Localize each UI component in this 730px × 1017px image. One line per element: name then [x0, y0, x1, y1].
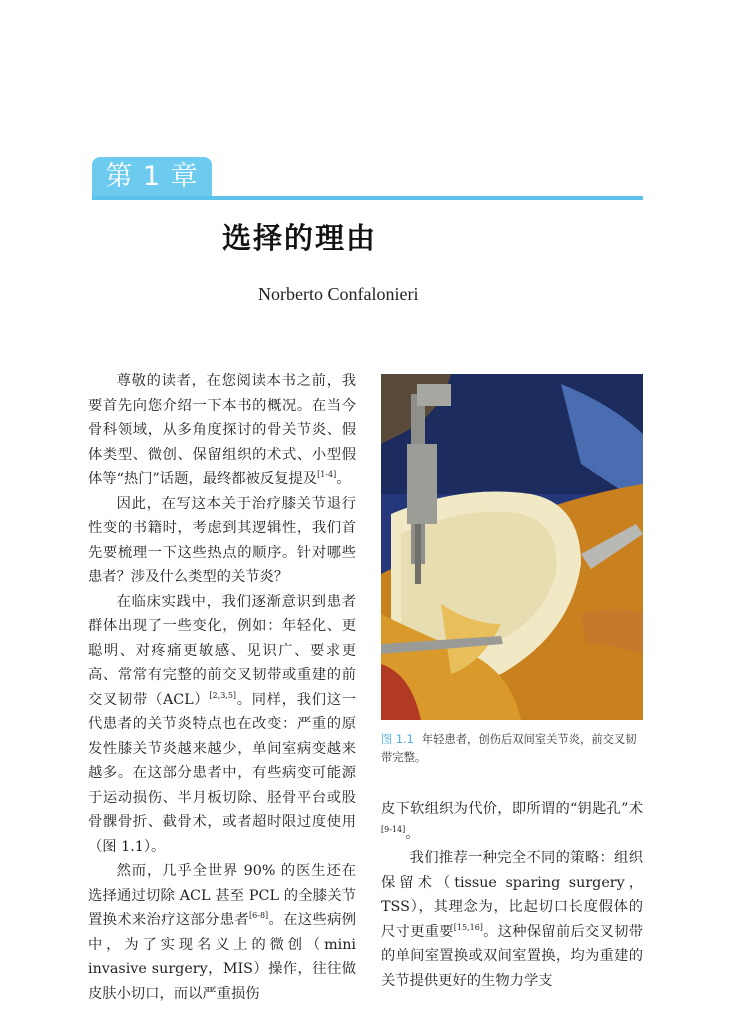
page-title: 选择的理由 — [222, 221, 378, 255]
right-text-column — [381, 797, 643, 993]
author-name: Norberto Confalonieri — [258, 284, 419, 304]
citation: [1-4] — [317, 470, 337, 480]
paragraph: 在临床实践中，我们逐渐意识到患者群体出现了一些变化，例如：年轻化、更聪明、对疼痛更敏感、见识广、要求更高、常常有完整的前交叉韧带或重建的前交叉韧带（ACL）[2,3,5]。同样，我们这一代患者的关节炎特点也在改变：严重的原发性膝关节炎越来越少，单间室病变越来越多。在这部分患者中，有些病变可能源于运动损伤、半月板切除、胫骨平台或股骨髁骨折、截骨术，或者超时限过度使用（图 1.1）。 — [88, 593, 357, 855]
paragraph: 我们推荐一种完全不同的策略：组织保留术（tissue sparing surgery，TSS），其理念为，比起切口长度假体的尺寸更重要[15,16]。这种保留前后交叉韧带的单间室置换或双间室置换，均为重建的关节提供更好的生物力学支 — [381, 850, 644, 989]
citation: [9-14] — [381, 824, 406, 834]
chapter-label: 第 1 章 — [92, 157, 212, 197]
left-text-column — [88, 369, 356, 1006]
caption-text: 年轻患者，创伤后双间室关节炎，前交叉韧带完整。 — [381, 733, 637, 764]
citation: [15,16] — [453, 922, 483, 932]
citation: [6-8] — [249, 911, 269, 921]
surgical-photo — [381, 374, 643, 720]
paragraph: 因此，在写这本关于治疗膝关节退行性变的书籍时，考虑到其逻辑性，我们首先要梳理一下这些热点的顺序。针对哪些患者？涉及什么类型的关节炎？ — [88, 495, 356, 585]
paragraph: 然而，几乎全世界 90% 的医生还在选择通过切除 ACL 甚至 PCL 的全膝关节置换术来治疗这部分患者[6-8]。在这些病例中，为了实现名义上的微创（mini invasive surgery，MIS）操作，往往做皮肤小切口，而以严重损伤 — [88, 863, 357, 1002]
figure-label: 图 1.1 — [381, 733, 414, 746]
citation: [2,3,5] — [209, 690, 237, 700]
figure-caption — [381, 731, 643, 767]
paragraph: 尊敬的读者，在您阅读本书之前，我要首先向您介绍一下本书的概况。在当今骨科领域，从多角度探讨的骨关节炎、假体类型、微创、保留组织的术式、小型假体等“热门”话题，最终都被反复提及[1-4]。 — [88, 373, 356, 487]
paragraph: 皮下软组织为代价，即所谓的“钥匙孔”术[9-14]。 — [381, 801, 643, 842]
chapter-divider — [92, 196, 643, 200]
